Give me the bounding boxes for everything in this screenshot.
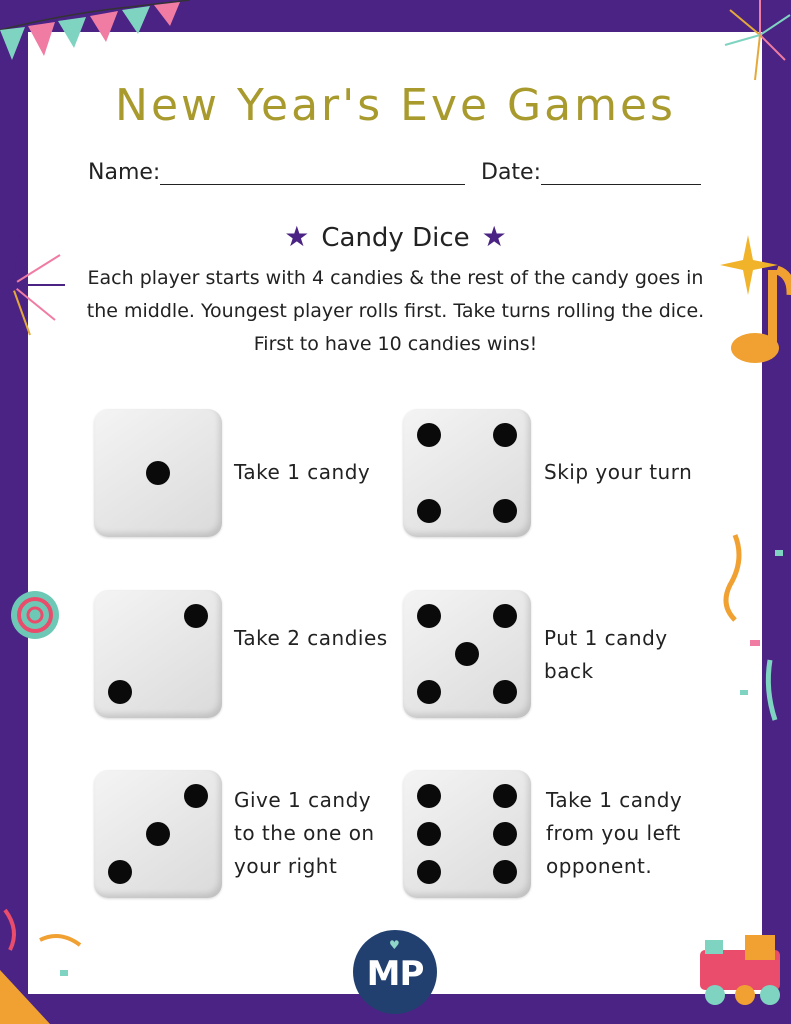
pip	[417, 604, 441, 628]
pip	[493, 860, 517, 884]
die-3	[94, 770, 222, 898]
confetti-icon	[720, 530, 791, 750]
pip	[417, 784, 441, 808]
game-title	[0, 220, 791, 253]
game-title-text: Candy Dice	[321, 223, 470, 253]
star-icon: ★	[284, 220, 310, 253]
star-icon: ★	[481, 220, 507, 253]
die-1	[94, 409, 222, 537]
date-line[interactable]	[541, 158, 701, 185]
die-4	[403, 409, 531, 537]
die-2	[94, 590, 222, 718]
pip	[146, 822, 170, 846]
bunting-icon	[0, 0, 190, 80]
die-5	[403, 590, 531, 718]
pip	[184, 784, 208, 808]
pip	[417, 822, 441, 846]
candy-icon	[0, 585, 70, 645]
die-6	[403, 770, 531, 898]
pip	[493, 680, 517, 704]
name-field[interactable]	[88, 158, 465, 185]
date-label: Date:	[481, 160, 541, 185]
name-label: Name:	[88, 160, 161, 185]
pip	[417, 860, 441, 884]
pip	[184, 604, 208, 628]
rule-text: Take 1 candy	[234, 460, 371, 484]
party-hat-icon	[0, 900, 90, 1024]
train-icon	[690, 900, 791, 1024]
firework-icon	[700, 0, 791, 90]
instructions: Each player starts with 4 candies & the rest of the candy goes in the middle. Youngest player rolls first. Take turns rolling the dice. First to have 10 candies wins!	[86, 267, 705, 355]
pip	[108, 860, 132, 884]
name-line[interactable]	[160, 158, 465, 185]
pip	[108, 680, 132, 704]
pip	[493, 499, 517, 523]
pip	[417, 499, 441, 523]
pip	[146, 461, 170, 485]
rule-text: Put 1 candy back	[544, 626, 668, 683]
pip	[455, 642, 479, 666]
logo-text: MP	[366, 954, 424, 994]
date-field[interactable]	[481, 158, 701, 185]
pip	[493, 423, 517, 447]
rule-text: Take 2 candies	[234, 626, 388, 650]
logo	[353, 930, 437, 1014]
page-title: New Year's Eve Games	[115, 80, 676, 131]
rule-text: Give 1 candy to the one on your right	[234, 788, 375, 878]
pip	[493, 822, 517, 846]
pip	[417, 680, 441, 704]
rule-text: Take 1 candy from you left opponent.	[546, 788, 683, 878]
pip	[493, 784, 517, 808]
pip	[493, 604, 517, 628]
pip	[417, 423, 441, 447]
rule-text: Skip your turn	[544, 460, 693, 484]
heart-icon: ♥	[389, 938, 400, 952]
